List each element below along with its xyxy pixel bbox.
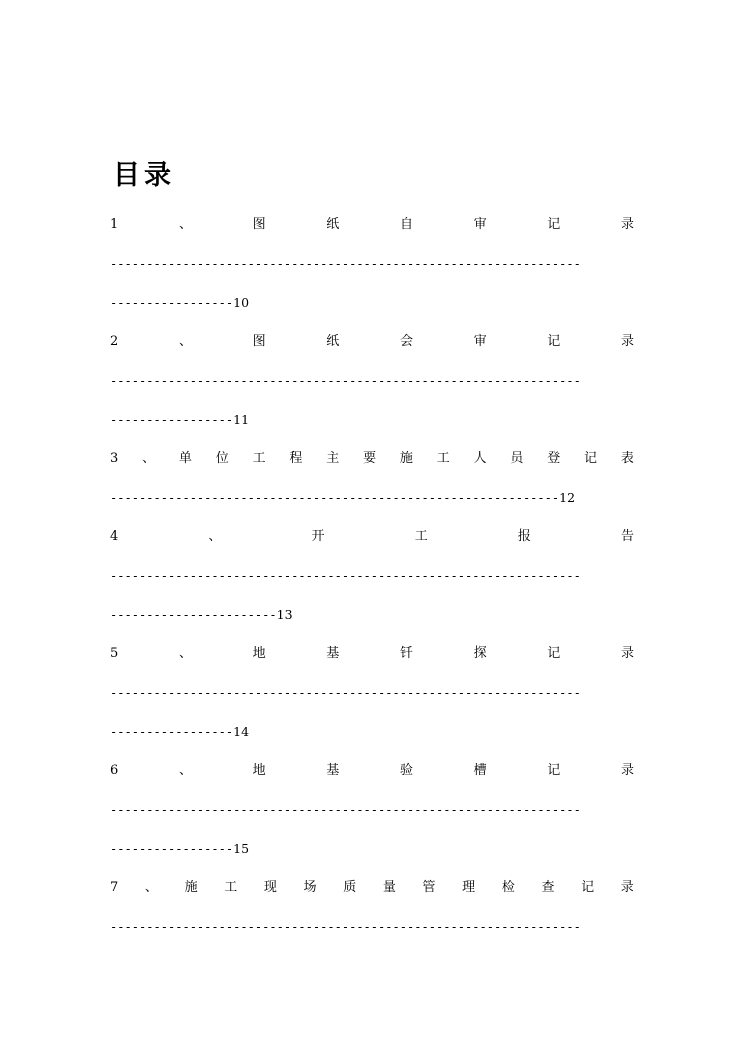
entry-separator: 、	[178, 334, 192, 349]
entry-char: 工	[252, 451, 266, 466]
entry-char: 记	[547, 334, 561, 349]
page-number: 14	[233, 724, 250, 739]
entry-char: 审	[473, 217, 487, 232]
entry-number: 7	[110, 880, 119, 895]
entry-char: 质	[343, 880, 357, 895]
entry-char: 地	[252, 763, 266, 778]
entry-char: 记	[547, 217, 561, 232]
entry-char: 纸	[326, 334, 340, 349]
entry-number: 2	[110, 334, 119, 349]
entry-char: 理	[462, 880, 476, 895]
toc-entry-title	[110, 527, 634, 547]
entry-char: 告	[620, 529, 634, 544]
entry-number: 6	[110, 763, 119, 778]
entry-char: 施	[399, 451, 413, 466]
entry-char: 施	[184, 880, 198, 895]
entry-char: 位	[215, 451, 229, 466]
entry-number: 1	[110, 217, 119, 232]
entry-char: 探	[473, 646, 487, 661]
dot-leader-tail	[110, 723, 249, 741]
dot-leader-tail	[110, 606, 293, 624]
entry-char: 人	[473, 451, 487, 466]
entry-char: 员	[510, 451, 524, 466]
dot-leader: -----------------------------------------------------------------	[110, 569, 581, 583]
page-number: 13	[276, 607, 293, 622]
entry-char: 登	[547, 451, 561, 466]
entry-char: 录	[620, 217, 634, 232]
dot-leader: -----------------------	[110, 608, 277, 622]
entry-char: 录	[620, 646, 634, 661]
entry-char: 现	[263, 880, 277, 895]
toc-entry-title	[110, 761, 634, 781]
dot-leader: -----------------	[110, 725, 234, 739]
entry-number: 4	[110, 529, 119, 544]
dot-leader: -----------------	[110, 413, 234, 427]
entry-char: 表	[620, 451, 634, 466]
entry-char: 录	[620, 334, 634, 349]
entry-char: 主	[326, 451, 340, 466]
dot-leader: -----------------------------------------------------------------	[110, 803, 581, 817]
entry-char: 记	[547, 763, 561, 778]
entry-char: 图	[252, 217, 266, 232]
entry-separator: 、	[178, 763, 192, 778]
dot-leader-tail	[110, 840, 249, 858]
entry-number: 5	[110, 646, 119, 661]
entry-char: 程	[289, 451, 303, 466]
entry-number: 3	[110, 451, 119, 466]
entry-char: 工	[224, 880, 238, 895]
entry-char: 自	[399, 217, 413, 232]
entry-separator: 、	[178, 217, 192, 232]
entry-separator: 、	[142, 451, 156, 466]
dot-leader: -----------------	[110, 296, 234, 310]
entry-char: 检	[501, 880, 515, 895]
entry-char: 查	[541, 880, 555, 895]
entry-char: 工	[436, 451, 450, 466]
dot-leader: -----------------------------------------------------------------	[110, 686, 581, 700]
entry-char: 开	[311, 529, 325, 544]
entry-char: 场	[303, 880, 317, 895]
toc-entry-title	[110, 215, 634, 235]
page-number: 10	[233, 295, 250, 310]
dot-leader-tail	[110, 489, 634, 507]
entry-char: 会	[399, 334, 413, 349]
entry-char: 记	[547, 646, 561, 661]
dot-leader: --------------------------------------------------------------	[110, 491, 560, 505]
entry-char: 工	[414, 529, 428, 544]
toc-entry-title	[110, 644, 634, 664]
toc-entry-title	[110, 332, 634, 352]
dot-leader: -----------------------------------------------------------------	[110, 374, 581, 388]
page-number: 11	[233, 412, 250, 427]
entry-char: 录	[620, 763, 634, 778]
toc-entry-title	[110, 878, 634, 898]
dot-leader: -----------------------------------------------------------------	[110, 257, 581, 271]
entry-separator: 、	[208, 529, 222, 544]
toc-entry-title	[110, 449, 634, 469]
entry-separator: 、	[144, 880, 158, 895]
dot-leader: -----------------	[110, 842, 234, 856]
entry-char: 量	[382, 880, 396, 895]
dot-leader-tail	[110, 294, 249, 312]
page-number: 12	[559, 490, 576, 505]
entry-char: 录	[620, 880, 634, 895]
entry-char: 要	[363, 451, 377, 466]
dot-leader-tail	[110, 411, 249, 429]
dot-leader: -----------------------------------------------------------------	[110, 920, 581, 934]
entry-separator: 、	[178, 646, 192, 661]
entry-char: 管	[422, 880, 436, 895]
entry-char: 单	[178, 451, 192, 466]
entry-char: 报	[517, 529, 531, 544]
entry-char: 地	[252, 646, 266, 661]
entry-char: 记	[581, 880, 595, 895]
entry-char: 基	[326, 646, 340, 661]
entry-char: 审	[473, 334, 487, 349]
entry-char: 基	[326, 763, 340, 778]
entry-char: 图	[252, 334, 266, 349]
entry-char: 纸	[326, 217, 340, 232]
page-title: 目录	[113, 160, 175, 191]
entry-char: 记	[584, 451, 598, 466]
entry-char: 槽	[473, 763, 487, 778]
entry-char: 钎	[399, 646, 413, 661]
entry-char: 验	[399, 763, 413, 778]
page-number: 15	[233, 841, 250, 856]
